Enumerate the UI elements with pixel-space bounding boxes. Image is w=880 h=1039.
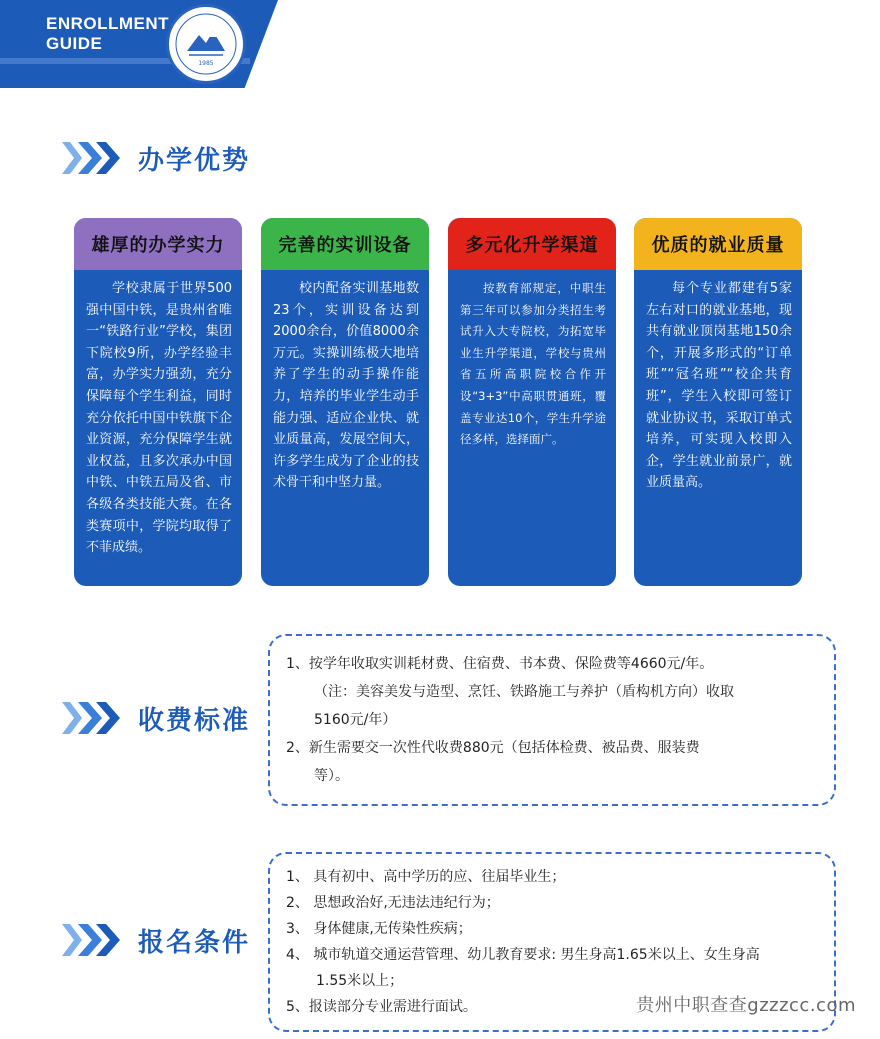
card-employment — [634, 218, 802, 586]
section-title-requirements — [62, 920, 250, 960]
requirements-heading: 报名条件 — [138, 927, 251, 958]
card-pathways-title: 多元化升学渠道 — [448, 218, 616, 270]
card-pathways — [448, 218, 616, 586]
requirement-item-2: 2、 思想政治好,无违法违纪行为； — [286, 895, 500, 911]
title-line-2: GUIDE — [46, 34, 103, 53]
fee-item-2: 2、新生需要交一次性代收费880元（包括体检费、被品费、服装费 — [286, 740, 700, 756]
card-equipment — [261, 218, 429, 586]
triple-arrow-icon — [62, 138, 124, 178]
requirement-item-3: 3、 身体健康,无传染性疾病； — [286, 921, 472, 937]
triple-arrow-icon — [62, 920, 124, 960]
fee-note: （注：美容美发与造型、烹饪、铁路施工与养护（盾构机方向）收取 — [314, 684, 734, 700]
requirement-item-4-cont: 1.55米以上； — [316, 973, 404, 989]
section-title-advantages — [62, 138, 250, 178]
fee-item-1: 1、按学年收取实训耗材费、住宿费、书本费、保险费等4660元/年。 — [286, 656, 714, 672]
school-logo — [166, 4, 246, 84]
triple-arrow-icon — [62, 698, 124, 738]
title-line-1: ENROLLMENT — [46, 14, 170, 33]
header-band — [0, 0, 880, 88]
section-title-fees — [62, 698, 250, 738]
card-strength-title: 雄厚的办学实力 — [74, 218, 242, 270]
watermark-text: 贵州中职查查gzzzcc.com — [636, 995, 856, 1016]
advantages-heading: 办学优势 — [138, 145, 251, 176]
fees-heading: 收费标准 — [138, 705, 251, 736]
card-equipment-title: 完善的实训设备 — [261, 218, 429, 270]
mountain-logo-icon — [169, 7, 243, 81]
requirement-item-5: 5、报读部分专业需进行面试。 — [286, 999, 477, 1015]
card-equipment-text: 校内配备实训基地数23个，实训设备达到2000余台，价值8000余万元。实操训练极大地培养了学生的动手操作能力，培养的毕业学生动手能力强、适应企业快、就业质量高，发展空间大，许多学生成为了企业的技术骨干和中坚力量。 — [273, 281, 419, 491]
fee-item-2-cont: 等）。 — [314, 768, 349, 784]
card-strength — [74, 218, 242, 586]
fees-box — [268, 634, 836, 806]
card-pathways-text: 按教育部规定，中职生第三年可以参加分类招生考试升入大专院校，为拓宽毕业生升学渠道，学校与贵州省五所高职院校合作开设“3+3”中高职贯通班，覆盖专业达10个，学生升学途径多样，选择面广。 — [460, 281, 606, 447]
fee-note-amount: 5160元/年） — [314, 712, 397, 728]
requirement-item-1: 1、 具有初中、高中学历的应、往届毕业生； — [286, 869, 566, 885]
enrollment-guide-title — [46, 14, 169, 54]
card-employment-title: 优质的就业质量 — [634, 218, 802, 270]
card-strength-text: 学校隶属于世界500强中国中铁，是贵州省唯一“铁路行业”学校，集团下院校9所，办学经验丰富，办学实力强劲，充分保障每个学生利益，同时充分依托中国中铁旗下企业资源，充分保障学生就业权益，且多次承办中国中铁、中铁五局及省、市各级各类技能大赛。在各类赛项中，学院均取得了不菲成绩。 — [86, 281, 232, 556]
requirement-item-4: 4、 城市轨道交通运营管理、幼儿教育要求: 男生身高1.65米以上、女生身高 — [286, 947, 760, 963]
logo-year: 1985 — [198, 60, 214, 67]
card-employment-text: 每个专业都建有5家左右对口的就业基地，现共有就业顶岗基地150余个，开展多形式的“订单班”“冠名班”“校企共育班”，学生入校即可签订就业协议书，采取订单式培养，可实现入校即入企，学生就业前景广，就业质量高。 — [646, 281, 792, 491]
